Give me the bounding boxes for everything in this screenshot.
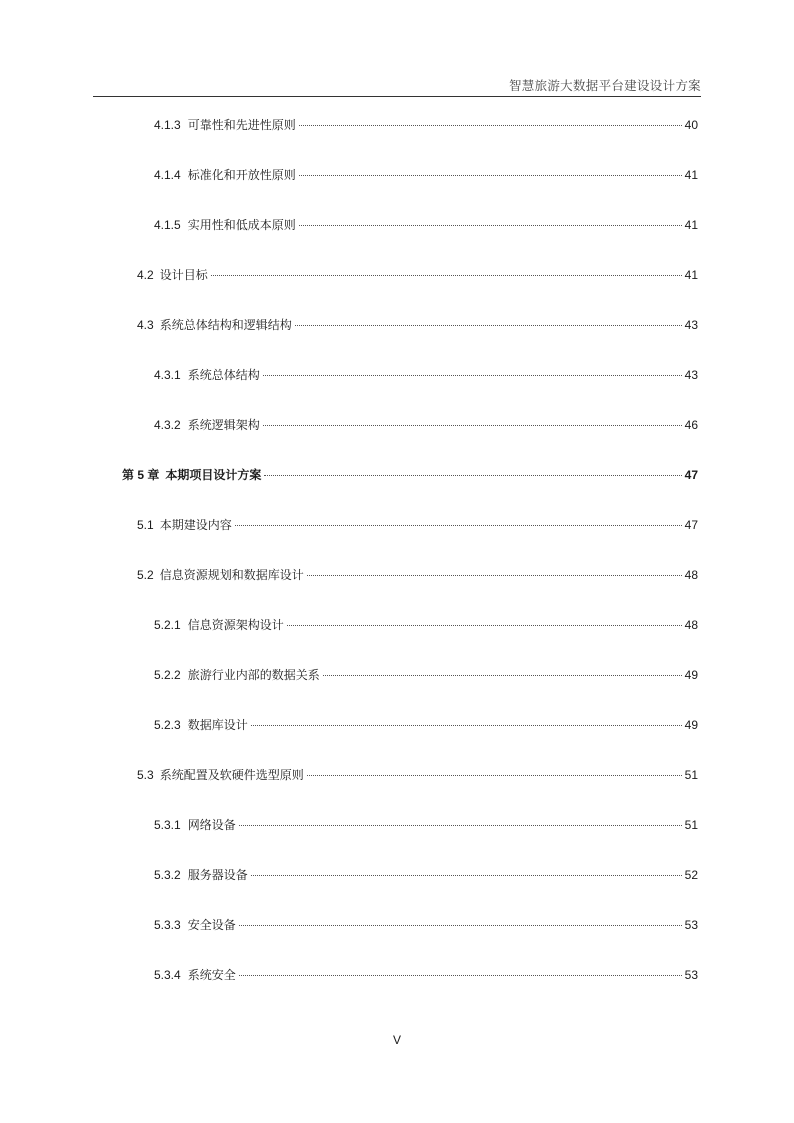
toc-entry[interactable] xyxy=(122,466,698,484)
toc-entry-number: 4.1.3 xyxy=(154,118,181,132)
toc-entry[interactable] xyxy=(137,316,698,334)
toc-entry[interactable] xyxy=(154,966,698,984)
toc-dot-leader xyxy=(263,425,682,426)
toc-entry-number: 5.1 xyxy=(137,518,154,532)
toc-entry[interactable] xyxy=(154,166,698,184)
toc-entry-title: 本期项目设计方案 xyxy=(165,468,262,482)
toc-entry-page: 41 xyxy=(684,168,698,182)
toc-dot-leader xyxy=(211,275,682,276)
toc-entry-title: 信息资源规划和数据库设计 xyxy=(159,568,304,582)
toc-entry-number: 5.3.2 xyxy=(154,868,181,882)
toc-entry[interactable] xyxy=(137,266,698,284)
toc-entry-number: 5.2 xyxy=(137,568,154,582)
toc-entry-title: 系统配置及软硬件选型原则 xyxy=(159,768,304,782)
toc-dot-leader xyxy=(264,475,681,476)
toc-entry-number: 第 5 章 xyxy=(122,468,160,482)
toc-dot-leader xyxy=(251,725,682,726)
toc-dot-leader xyxy=(299,125,682,126)
toc-dot-leader xyxy=(323,675,682,676)
toc-dot-leader xyxy=(295,325,682,326)
toc-entry-number: 4.3.1 xyxy=(154,368,181,382)
toc-entry-page: 49 xyxy=(684,668,698,682)
toc-dot-leader xyxy=(235,525,682,526)
toc-entry-number: 5.3.3 xyxy=(154,918,181,932)
toc-entry-title: 网络设备 xyxy=(187,818,236,832)
toc-entry-page: 41 xyxy=(684,268,698,282)
toc-entry-page: 53 xyxy=(684,968,698,982)
toc-dot-leader xyxy=(239,975,682,976)
toc-entry-title: 服务器设备 xyxy=(187,868,248,882)
toc-entry[interactable] xyxy=(154,866,698,884)
toc-entry-page: 48 xyxy=(684,618,698,632)
toc-entry-number: 4.2 xyxy=(137,268,154,282)
toc-dot-leader xyxy=(299,225,682,226)
toc-entry[interactable] xyxy=(137,566,698,584)
toc-entry-title: 信息资源架构设计 xyxy=(187,618,284,632)
toc-entry-title: 系统总体结构 xyxy=(187,368,260,382)
toc-entry-number: 5.2.2 xyxy=(154,668,181,682)
page-number: V xyxy=(392,1033,401,1047)
toc-entry-page: 53 xyxy=(684,918,698,932)
toc-entry-number: 4.3.2 xyxy=(154,418,181,432)
toc-entry-number: 5.3.1 xyxy=(154,818,181,832)
toc-entry[interactable] xyxy=(137,766,698,784)
toc-entry-page: 40 xyxy=(684,118,698,132)
toc-entry[interactable] xyxy=(154,666,698,684)
toc-entry-page: 52 xyxy=(684,868,698,882)
toc-entry[interactable] xyxy=(154,916,698,934)
toc-entry[interactable] xyxy=(154,216,698,234)
toc-entry-title: 设计目标 xyxy=(159,268,208,282)
toc-entry-number: 4.3 xyxy=(137,318,154,332)
toc-entry-title: 系统逻辑架构 xyxy=(187,418,260,432)
toc-dot-leader xyxy=(299,175,682,176)
toc-entry-title: 安全设备 xyxy=(187,918,236,932)
toc-entry-title: 系统总体结构和逻辑结构 xyxy=(159,318,292,332)
toc-entry-page: 47 xyxy=(684,518,698,532)
toc-entry-title: 数据库设计 xyxy=(187,718,248,732)
toc-entry-title: 系统安全 xyxy=(187,968,236,982)
toc-dot-leader xyxy=(239,925,682,926)
toc-entry-title: 实用性和低成本原则 xyxy=(187,218,296,232)
toc-entry[interactable] xyxy=(154,116,698,134)
toc-dot-leader xyxy=(307,775,682,776)
toc-dot-leader xyxy=(239,825,682,826)
toc-entry-number: 5.2.1 xyxy=(154,618,181,632)
toc-dot-leader xyxy=(251,875,682,876)
toc-entry-title: 可靠性和先进性原则 xyxy=(187,118,296,132)
toc-entry-number: 5.3.4 xyxy=(154,968,181,982)
toc-entry-number: 5.2.3 xyxy=(154,718,181,732)
toc-entry-page: 49 xyxy=(684,718,698,732)
toc-entry-page: 43 xyxy=(684,318,698,332)
toc-entry[interactable] xyxy=(154,416,698,434)
toc-entry-title: 标准化和开放性原则 xyxy=(187,168,296,182)
toc-entry-page: 51 xyxy=(684,818,698,832)
toc-entry-page: 47 xyxy=(684,468,698,482)
toc-entry-number: 4.1.5 xyxy=(154,218,181,232)
toc-entry[interactable] xyxy=(154,616,698,634)
document-title: 智慧旅游大数据平台建设设计方案 xyxy=(508,78,701,93)
toc-entry[interactable] xyxy=(154,816,698,834)
toc-entry-page: 41 xyxy=(684,218,698,232)
toc-entry-page: 51 xyxy=(684,768,698,782)
toc-entry-page: 48 xyxy=(684,568,698,582)
toc-entry-number: 4.1.4 xyxy=(154,168,181,182)
toc-entry-page: 43 xyxy=(684,368,698,382)
toc-dot-leader xyxy=(307,575,682,576)
toc-entry-title: 旅游行业内部的数据关系 xyxy=(187,668,320,682)
toc-dot-leader xyxy=(263,375,682,376)
toc-entry-title: 本期建设内容 xyxy=(159,518,232,532)
toc-entry-page: 46 xyxy=(684,418,698,432)
toc-dot-leader xyxy=(287,625,682,626)
toc-entry-number: 5.3 xyxy=(137,768,154,782)
toc-entry[interactable] xyxy=(154,716,698,734)
toc-entry[interactable] xyxy=(154,366,698,384)
toc-entry[interactable] xyxy=(137,516,698,534)
